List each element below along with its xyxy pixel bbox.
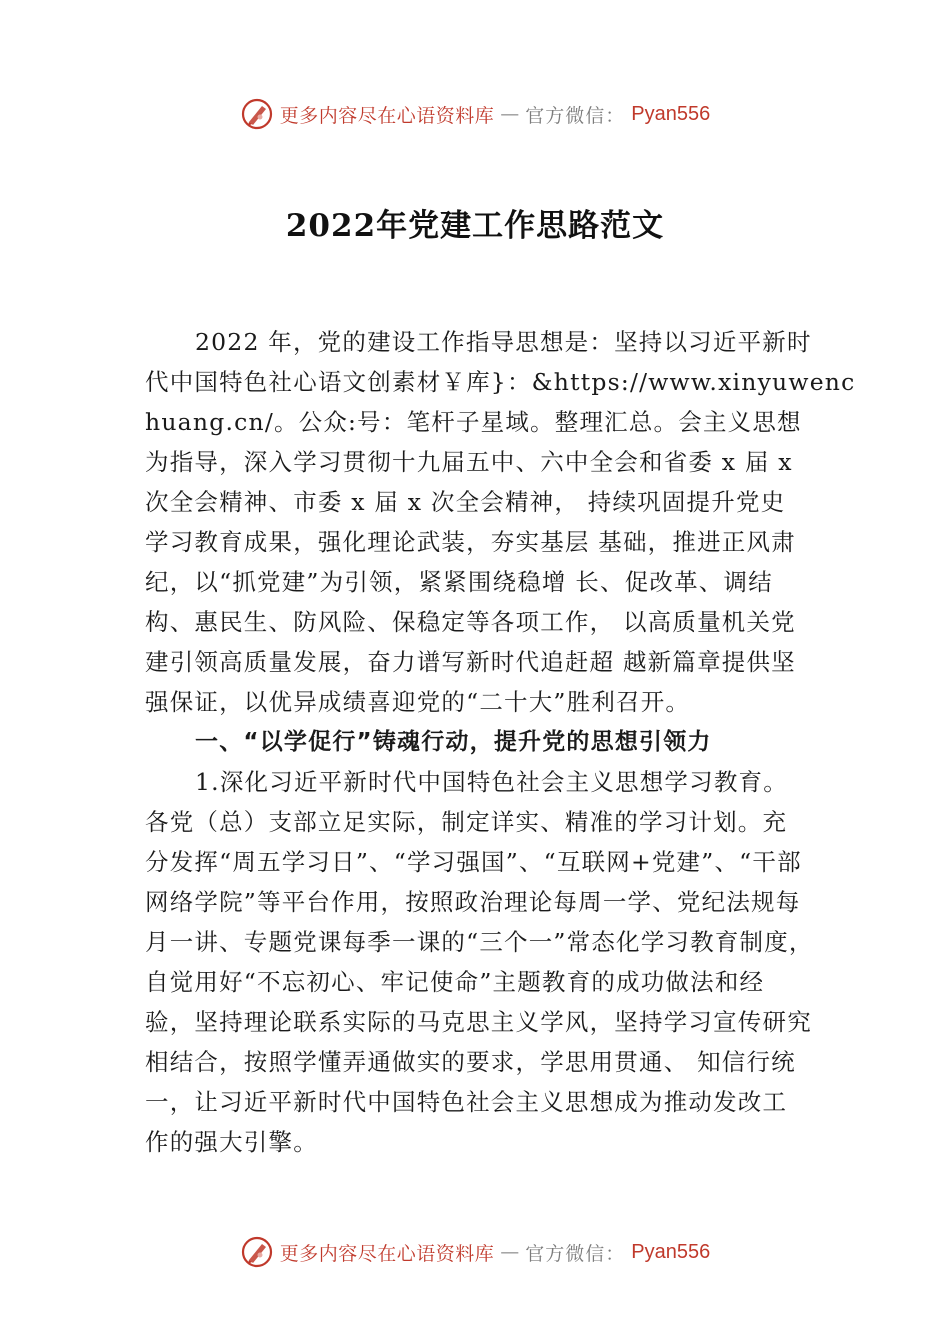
footer-watermark [0,1232,950,1272]
section-heading: 一、“以学促行”铸魂行动，提升党的思想引领力 [195,729,712,755]
paragraph-line: 强保证，以优异成绩喜迎党的“二十大”胜利召开。 [145,688,691,716]
paragraph-line: 自觉用好“不忘初心、牢记使命”主题教育的成功做法和经 [145,968,765,996]
paragraph-line: 代中国特色社心语文创素材￥库}：&https://www.xinyuwenc [145,368,856,396]
paragraph-line: 纪，以“抓党建”为引领，紧紧围绕稳增 长、促改革、调结 [145,568,773,596]
paragraph-line: 1.深化习近平新时代中国特色社会主义思想学习教育。 [195,768,788,796]
paragraph-line: 验，坚持理论联系实际的马克思主义学风，坚持学习宣传研究 [145,1008,812,1036]
pen-circle-logo-icon [240,97,274,131]
paragraph-line: 各党（总）支部立足实际，制定详实、精准的学习计划。充 [145,808,788,836]
watermark-wechat-id: Pyan556 [631,102,711,125]
pen-circle-logo-icon [240,1235,274,1269]
paragraph-line: 2022 年，党的建设工作指导思想是：坚持以习近平新时 [195,328,812,356]
paragraph-line: 构、惠民生、防风险、保稳定等各项工作， 以高质量机关党 [145,608,796,636]
paragraph-line: 建引领高质量发展，奋力谱写新时代追赶超 越新篇章提供坚 [145,648,796,676]
watermark-wechat-label: 官方微信： [525,1242,626,1265]
watermark-brand-text: 更多内容尽在心语资料库 [279,1242,495,1265]
watermark-wechat-label: 官方微信： [525,104,626,127]
watermark-brand-text: 更多内容尽在心语资料库 [279,104,495,127]
paragraph-line: 为指导，深入学习贯彻十九届五中、六中全会和省委 x 届 x [145,448,793,476]
paragraph-line: 月一讲、专题党课每季一课的“三个一”常态化学习教育制度， [145,928,814,956]
document-title: 2022年党建工作思路范文 [285,208,665,244]
paragraph-line: 一，让习近平新时代中国特色社会主义思想成为推动发改工 [145,1088,788,1116]
paragraph-line: huang.cn/。公众:号：笔杆子星域。整理汇总。会主义思想 [145,408,802,436]
paragraph-line: 分发挥“周五学习日”、“学习强国”、“互联网+党建”、“干部 [145,848,802,876]
paragraph-line: 次全会精神、市委 x 届 x 次全会精神， 持续巩固提升党史 [145,488,786,516]
watermark-dash: — [500,1241,520,1263]
paragraph-line: 学习教育成果，强化理论武装，夯实基层 基础，推进正风肃 [145,528,796,556]
paragraph-line: 相结合，按照学懂弄通做实的要求，学思用贯通、 知信行统 [145,1048,796,1076]
watermark-wechat-id: Pyan556 [631,1240,711,1263]
paragraph-line: 网络学院”等平台作用，按照政治理论每周一学、党纪法规每 [145,888,801,916]
header-watermark [0,94,950,134]
paragraph-line: 作的强大引擎。 [145,1128,318,1156]
document-body [145,322,856,1162]
watermark-dash: — [500,103,520,125]
